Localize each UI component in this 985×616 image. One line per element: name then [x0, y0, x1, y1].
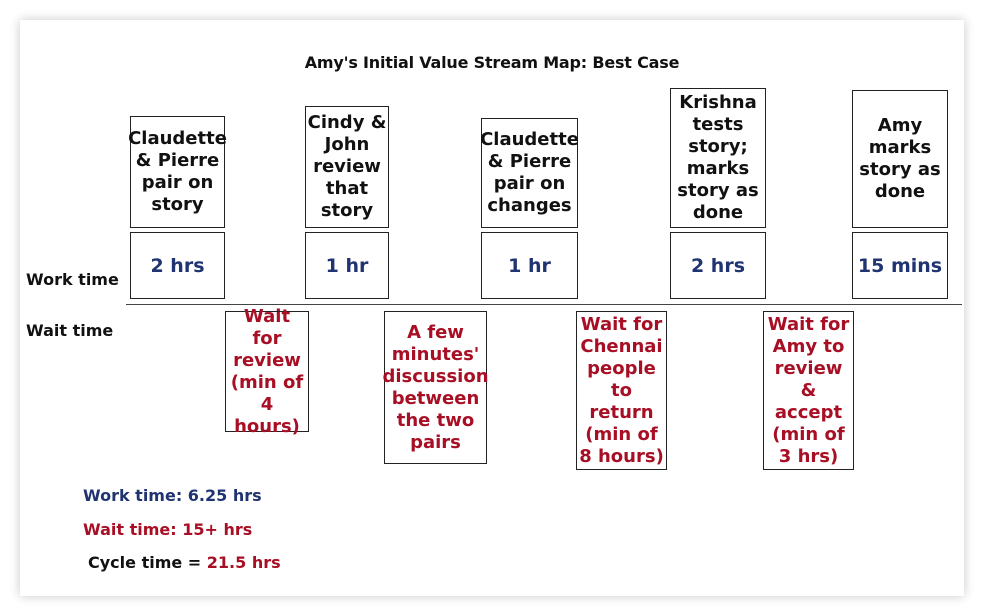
process-box-4: Krishna tests story; marks story as done — [670, 88, 766, 228]
cycle-time-label: Cycle time = — [88, 553, 207, 572]
work-time-label: Work time — [26, 270, 119, 289]
summary-cycle-time — [88, 553, 281, 572]
process-box-1: Claudette & Pierre pair on story — [130, 116, 225, 228]
wait-time-label: Wait time — [26, 321, 114, 340]
cycle-time-value: 21.5 hrs — [206, 553, 281, 572]
wait-box-2: A few minutes' discussion between the two pairs — [384, 311, 487, 464]
summary-wait-time: Wait time: 15+ hrs — [83, 520, 253, 539]
process-box-3: Claudette & Pierre pair on changes — [481, 118, 578, 228]
summary-work-time: Work time: 6.25 hrs — [83, 486, 262, 505]
wait-box-4: Wait for Amy to review & accept (min of 3 hrs) — [763, 311, 854, 470]
diagram-card — [20, 20, 964, 596]
process-box-2: Cindy & John review that story — [305, 106, 389, 228]
work-time-box-5: 15 mins — [852, 232, 948, 299]
diagram-title: Amy's Initial Value Stream Map: Best Case — [304, 53, 680, 72]
work-time-box-3: 1 hr — [481, 232, 578, 299]
wait-box-1: Wait for review (min of 4 hours) — [225, 311, 309, 432]
work-time-box-1: 2 hrs — [130, 232, 225, 299]
process-box-5: Amy marks story as done — [852, 90, 948, 228]
work-time-box-2: 1 hr — [305, 232, 389, 299]
work-time-box-4: 2 hrs — [670, 232, 766, 299]
wait-box-3: Wait for Chennai people to return (min of 8 hours) — [576, 311, 667, 470]
